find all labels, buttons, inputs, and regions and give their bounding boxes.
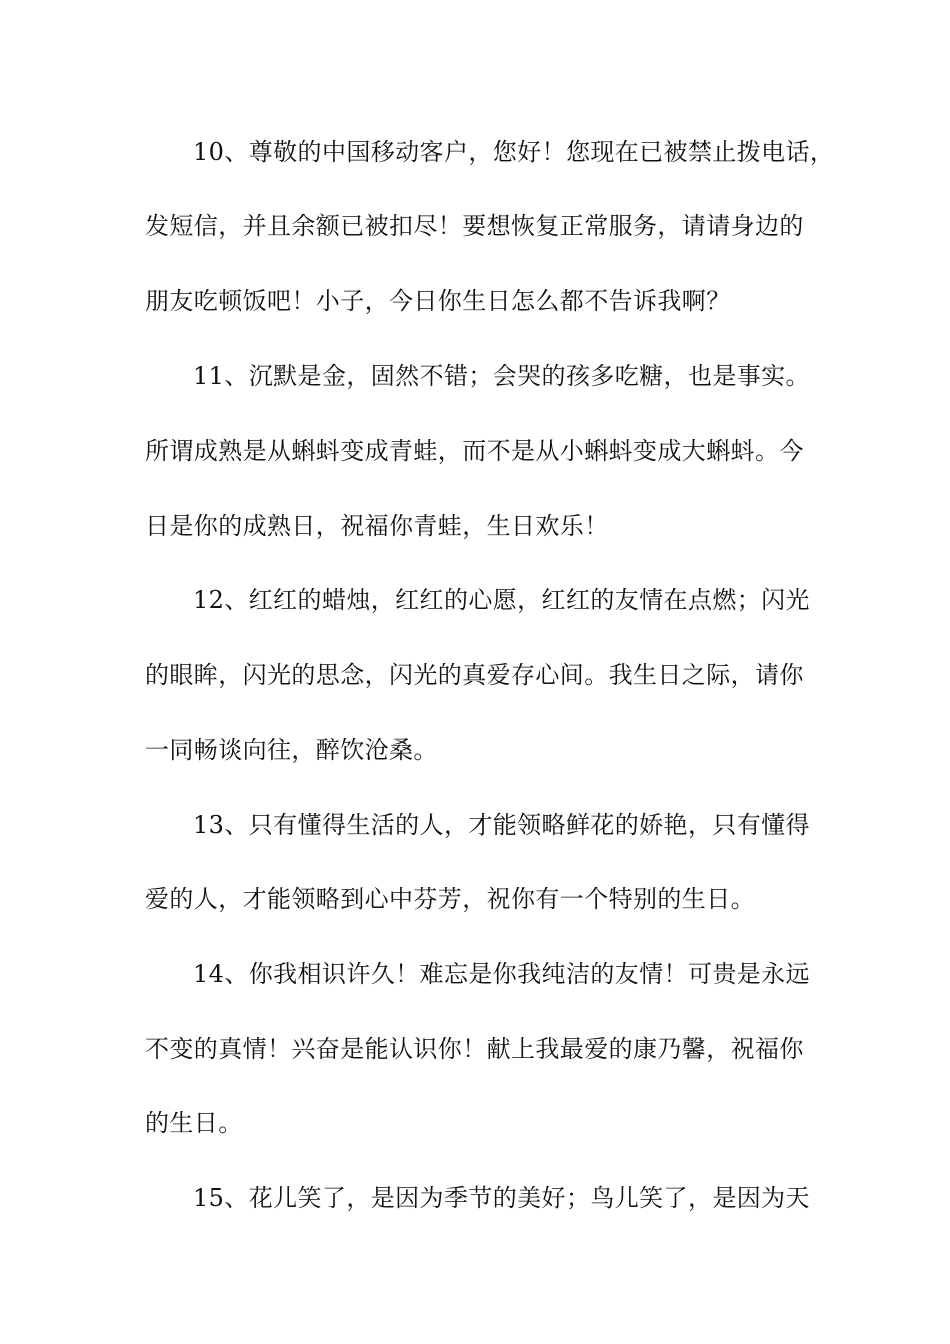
paragraph-12-line-1: 12、红红的蜡烛，红红的心愿，红红的友情在点燃；闪光 xyxy=(193,586,810,614)
paragraph-10-line-1: 10、尊敬的中国移动客户，您好！您现在已被禁止拨电话， xyxy=(193,138,835,166)
paragraph-14-line-2: 不变的真情！兴奋是能认识你！献上我最爱的康乃馨，祝福你 xyxy=(145,1035,804,1063)
paragraph-13-line-2: 爱的人，才能领略到心中芬芳，祝你有一个特别的生日。 xyxy=(145,885,755,913)
paragraph-12-line-3: 一同畅谈向往，醉饮沧桑。 xyxy=(145,736,438,764)
paragraph-11-line-1: 11、沉默是金，固然不错；会哭的孩多吃糖，也是事实。 xyxy=(193,362,810,390)
paragraph-15-line-1: 15、花儿笑了，是因为季节的美好；鸟儿笑了，是因为天 xyxy=(193,1184,810,1212)
paragraph-14-line-1: 14、你我相识许久！难忘是你我纯洁的友情！可贵是永远 xyxy=(193,960,810,988)
paragraph-11-line-3: 日是你的成熟日，祝福你青蛙，生日欢乐！ xyxy=(145,512,609,540)
paragraph-13-line-1: 13、只有懂得生活的人，才能领略鲜花的娇艳，只有懂得 xyxy=(193,811,810,839)
paragraph-14-line-3: 的生日。 xyxy=(145,1109,243,1137)
paragraph-10-line-3: 朋友吃顿饭吧！小子，今日你生日怎么都不告诉我啊？ xyxy=(145,287,731,315)
paragraph-12-line-2: 的眼眸，闪光的思念，闪光的真爱存心间。我生日之际，请你 xyxy=(145,661,804,689)
paragraph-11-line-2: 所谓成熟是从蝌蚪变成青蛙，而不是从小蝌蚪变成大蝌蚪。今 xyxy=(145,437,804,465)
paragraph-10-line-2: 发短信，并且余额已被扣尽！要想恢复正常服务，请请身边的 xyxy=(145,212,804,240)
